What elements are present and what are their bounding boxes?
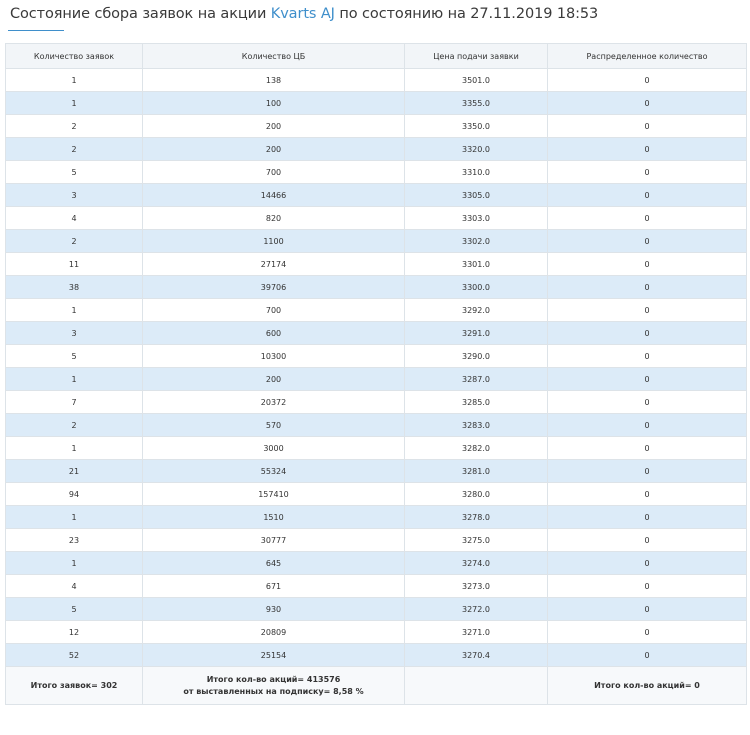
title-prefix: Состояние сбора заявок на акции <box>10 6 267 22</box>
table-row <box>6 644 747 667</box>
cell-bid-price: 3350.0 <box>405 115 548 138</box>
cell-bid-price: 3302.0 <box>405 230 548 253</box>
cell-distributed-count: 0 <box>548 253 747 276</box>
cell-orders-count: 1 <box>6 506 143 529</box>
cell-distributed-count: 0 <box>548 69 747 92</box>
table-row <box>6 483 747 506</box>
cell-distributed-count: 0 <box>548 529 747 552</box>
cell-securities-count: 1100 <box>143 230 405 253</box>
table-row <box>6 161 747 184</box>
cell-orders-count: 2 <box>6 115 143 138</box>
table-row <box>6 345 747 368</box>
cell-securities-count: 39706 <box>143 276 405 299</box>
cell-distributed-count: 0 <box>548 414 747 437</box>
cell-bid-price: 3275.0 <box>405 529 548 552</box>
title-underline <box>8 30 64 31</box>
cell-distributed-count: 0 <box>548 322 747 345</box>
cell-bid-price: 3281.0 <box>405 460 548 483</box>
table-row <box>6 460 747 483</box>
cell-orders-count: 94 <box>6 483 143 506</box>
cell-securities-count: 200 <box>143 115 405 138</box>
cell-bid-price: 3291.0 <box>405 322 548 345</box>
cell-bid-price: 3300.0 <box>405 276 548 299</box>
cell-bid-price: 3320.0 <box>405 138 548 161</box>
cell-bid-price: 3282.0 <box>405 437 548 460</box>
table-row <box>6 368 747 391</box>
cell-securities-count: 820 <box>143 207 405 230</box>
cell-securities-count: 14466 <box>143 184 405 207</box>
cell-bid-price: 3272.0 <box>405 598 548 621</box>
cell-distributed-count: 0 <box>548 299 747 322</box>
cell-securities-count: 10300 <box>143 345 405 368</box>
table-row <box>6 322 747 345</box>
orders-table <box>5 43 747 705</box>
table-row <box>6 69 747 92</box>
table-header-row <box>6 44 747 69</box>
cell-orders-count: 23 <box>6 529 143 552</box>
cell-orders-count: 5 <box>6 161 143 184</box>
cell-orders-count: 38 <box>6 276 143 299</box>
cell-orders-count: 21 <box>6 460 143 483</box>
cell-bid-price: 3273.0 <box>405 575 548 598</box>
cell-orders-count: 52 <box>6 644 143 667</box>
cell-securities-count: 200 <box>143 138 405 161</box>
cell-orders-count: 4 <box>6 575 143 598</box>
cell-distributed-count: 0 <box>548 437 747 460</box>
table-row <box>6 391 747 414</box>
cell-bid-price: 3280.0 <box>405 483 548 506</box>
cell-securities-count: 200 <box>143 368 405 391</box>
cell-securities-count: 600 <box>143 322 405 345</box>
footer-subscription-pct: от выставленных на подписку= 8,58 % <box>183 686 364 696</box>
cell-orders-count: 1 <box>6 69 143 92</box>
cell-distributed-count: 0 <box>548 92 747 115</box>
cell-securities-count: 100 <box>143 92 405 115</box>
column-header-bid-price: Цена подачи заявки <box>405 44 548 69</box>
cell-securities-count: 3000 <box>143 437 405 460</box>
table-row <box>6 138 747 161</box>
cell-securities-count: 30777 <box>143 529 405 552</box>
cell-bid-price: 3278.0 <box>405 506 548 529</box>
cell-bid-price: 3355.0 <box>405 92 548 115</box>
cell-distributed-count: 0 <box>548 368 747 391</box>
table-row <box>6 253 747 276</box>
cell-distributed-count: 0 <box>548 575 747 598</box>
table-row <box>6 437 747 460</box>
cell-distributed-count: 0 <box>548 345 747 368</box>
table-row <box>6 230 747 253</box>
cell-securities-count: 671 <box>143 575 405 598</box>
ticker-link[interactable]: Kvarts AJ <box>270 6 335 22</box>
cell-bid-price: 3274.0 <box>405 552 548 575</box>
cell-orders-count: 1 <box>6 552 143 575</box>
cell-orders-count: 2 <box>6 138 143 161</box>
cell-securities-count: 930 <box>143 598 405 621</box>
cell-orders-count: 1 <box>6 368 143 391</box>
cell-orders-count: 5 <box>6 345 143 368</box>
cell-orders-count: 1 <box>6 92 143 115</box>
footer-total-shares-line: Итого кол-во акций= 413576 <box>206 674 341 684</box>
cell-orders-count: 11 <box>6 253 143 276</box>
column-header-orders-count: Количество заявок <box>6 44 143 69</box>
cell-distributed-count: 0 <box>548 207 747 230</box>
cell-distributed-count: 0 <box>548 184 747 207</box>
cell-bid-price: 3285.0 <box>405 391 548 414</box>
cell-bid-price: 3305.0 <box>405 184 548 207</box>
table-row <box>6 115 747 138</box>
cell-orders-count: 7 <box>6 391 143 414</box>
table-row <box>6 552 747 575</box>
cell-bid-price: 3303.0 <box>405 207 548 230</box>
cell-distributed-count: 0 <box>548 276 747 299</box>
cell-orders-count: 3 <box>6 184 143 207</box>
cell-securities-count: 20809 <box>143 621 405 644</box>
cell-orders-count: 3 <box>6 322 143 345</box>
page-header <box>0 0 750 37</box>
table-row <box>6 529 747 552</box>
cell-securities-count: 55324 <box>143 460 405 483</box>
cell-distributed-count: 0 <box>548 552 747 575</box>
table-row <box>6 506 747 529</box>
cell-distributed-count: 0 <box>548 621 747 644</box>
table-row <box>6 414 747 437</box>
cell-securities-count: 25154 <box>143 644 405 667</box>
cell-orders-count: 1 <box>6 299 143 322</box>
cell-bid-price: 3310.0 <box>405 161 548 184</box>
cell-securities-count: 700 <box>143 299 405 322</box>
cell-orders-count: 4 <box>6 207 143 230</box>
cell-orders-count: 2 <box>6 230 143 253</box>
cell-bid-price: 3292.0 <box>405 299 548 322</box>
cell-distributed-count: 0 <box>548 483 747 506</box>
cell-bid-price: 3290.0 <box>405 345 548 368</box>
cell-bid-price: 3283.0 <box>405 414 548 437</box>
footer-distributed-total: Итого кол-во акций= 0 <box>548 667 747 705</box>
footer-total-orders: Итого заявок= 302 <box>6 667 143 705</box>
column-header-distributed-count: Распределенное количество <box>548 44 747 69</box>
cell-distributed-count: 0 <box>548 115 747 138</box>
cell-bid-price: 3301.0 <box>405 253 548 276</box>
cell-securities-count: 1510 <box>143 506 405 529</box>
footer-total-shares <box>143 667 405 705</box>
cell-distributed-count: 0 <box>548 644 747 667</box>
cell-bid-price: 3270.4 <box>405 644 548 667</box>
table-row <box>6 184 747 207</box>
cell-distributed-count: 0 <box>548 230 747 253</box>
cell-distributed-count: 0 <box>548 161 747 184</box>
cell-distributed-count: 0 <box>548 138 747 161</box>
table-row <box>6 598 747 621</box>
cell-distributed-count: 0 <box>548 391 747 414</box>
table-row <box>6 276 747 299</box>
cell-bid-price: 3287.0 <box>405 368 548 391</box>
cell-securities-count: 138 <box>143 69 405 92</box>
table-row <box>6 92 747 115</box>
cell-orders-count: 2 <box>6 414 143 437</box>
table-footer-row <box>6 667 747 705</box>
cell-securities-count: 20372 <box>143 391 405 414</box>
cell-orders-count: 1 <box>6 437 143 460</box>
table-row <box>6 299 747 322</box>
cell-distributed-count: 0 <box>548 598 747 621</box>
table-row <box>6 621 747 644</box>
cell-bid-price: 3501.0 <box>405 69 548 92</box>
cell-securities-count: 700 <box>143 161 405 184</box>
cell-securities-count: 645 <box>143 552 405 575</box>
table-row <box>6 575 747 598</box>
cell-distributed-count: 0 <box>548 506 747 529</box>
cell-bid-price: 3271.0 <box>405 621 548 644</box>
cell-distributed-count: 0 <box>548 460 747 483</box>
footer-price-cell <box>405 667 548 705</box>
title-suffix: по состоянию на 27.11.2019 18:53 <box>339 6 599 22</box>
column-header-securities-count: Количество ЦБ <box>143 44 405 69</box>
cell-securities-count: 570 <box>143 414 405 437</box>
table-body <box>6 69 747 667</box>
cell-orders-count: 12 <box>6 621 143 644</box>
cell-securities-count: 27174 <box>143 253 405 276</box>
cell-securities-count: 157410 <box>143 483 405 506</box>
cell-orders-count: 5 <box>6 598 143 621</box>
page-title <box>10 6 750 22</box>
table-row <box>6 207 747 230</box>
